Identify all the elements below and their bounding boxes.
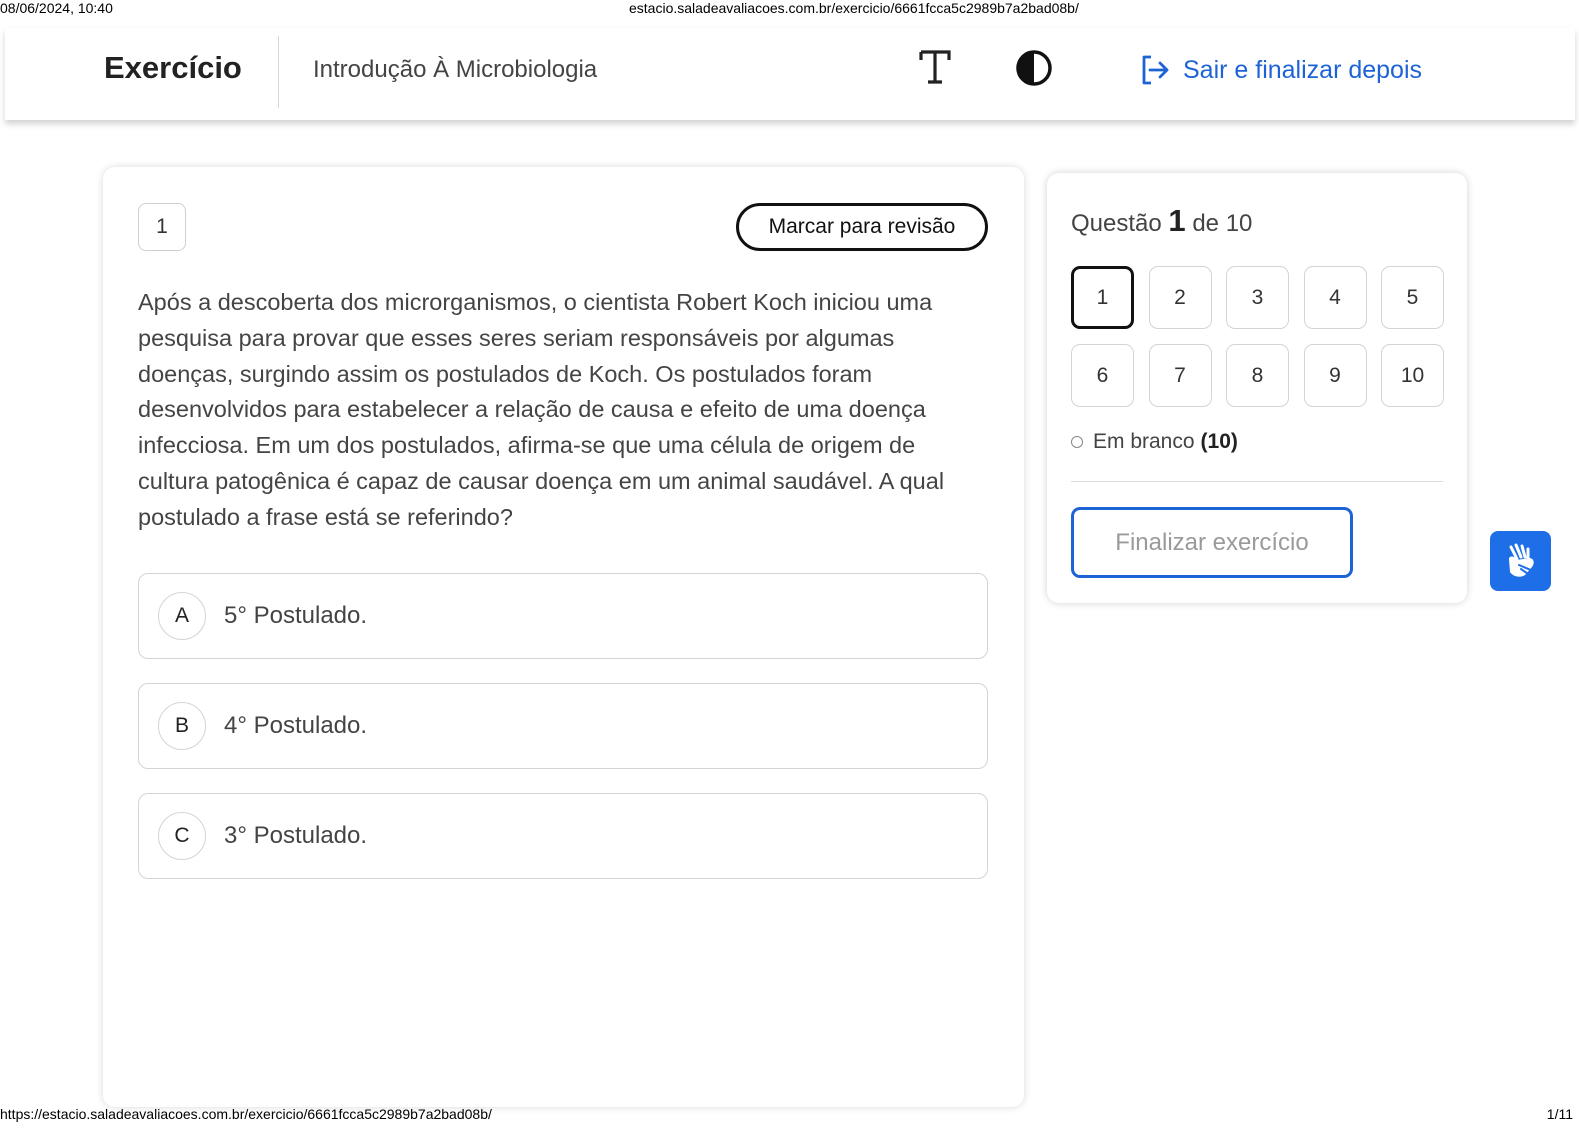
question-nav-5[interactable]: 5	[1381, 266, 1444, 329]
print-page-counter: 1/11	[1546, 1106, 1573, 1122]
print-header	[0, 0, 1579, 16]
question-nav-9[interactable]: 9	[1304, 344, 1367, 407]
blank-status	[1071, 430, 1238, 454]
option-text: 3° Postulado.	[224, 822, 368, 849]
question-number: 1	[138, 203, 186, 251]
option-letter: A	[158, 592, 206, 640]
mark-for-review-button[interactable]: Marcar para revisão	[736, 203, 988, 251]
page-title: Exercício	[104, 50, 242, 85]
top-bar	[5, 28, 1575, 120]
print-footer	[0, 1106, 1579, 1126]
question-nav-8[interactable]: 8	[1226, 344, 1289, 407]
option-a[interactable]	[138, 573, 988, 659]
question-nav-4[interactable]: 4	[1304, 266, 1367, 329]
sign-language-icon	[1501, 541, 1541, 581]
question-nav-10[interactable]: 10	[1381, 344, 1444, 407]
option-text: 5° Postulado.	[224, 602, 368, 629]
question-nav-6[interactable]: 6	[1071, 344, 1134, 407]
option-b[interactable]	[138, 683, 988, 769]
counter-suffix: de 10	[1192, 210, 1253, 237]
exit-icon	[1139, 54, 1171, 86]
counter-prefix: Questão	[1071, 210, 1162, 237]
exit-label: Sair e finalizar depois	[1183, 55, 1423, 84]
question-card	[103, 167, 1024, 1107]
print-header-url: estacio.saladeavaliacoes.com.br/exercicio/6661fcca5c2989b7a2bad08b/	[629, 0, 1079, 16]
option-text: 4° Postulado.	[224, 712, 368, 739]
option-letter: C	[158, 812, 206, 860]
question-text: Após a descoberta dos microrganismos, o cientista Robert Koch iniciou uma pesquisa para provar que esses seres seriam responsáveis por algumas doenças, surgindo assim os postulados de Koch. Os postulados foram desenvolvidos para estabelecer a relação de causa e efeito de uma doença infecciosa. Em um dos postulados, afirma-se que uma célula de origem de cultura patogênica é capaz de causar doença em um animal saudável. A qual postulado a frase está se referindo?	[138, 289, 945, 530]
blank-count: (10)	[1200, 430, 1238, 453]
course-name: Introdução À Microbiologia	[313, 56, 598, 83]
print-datetime: 08/06/2024, 10:40	[0, 0, 113, 16]
counter-current: 1	[1168, 203, 1186, 238]
option-c[interactable]	[138, 793, 988, 879]
sign-language-button[interactable]	[1490, 531, 1551, 591]
blank-dot-icon	[1071, 436, 1083, 448]
question-nav-2[interactable]: 2	[1149, 266, 1212, 329]
contrast-icon[interactable]	[1015, 49, 1053, 87]
question-counter	[1071, 203, 1252, 239]
question-nav-1[interactable]: 1	[1071, 266, 1134, 329]
header-divider	[278, 36, 279, 108]
text-size-icon[interactable]	[917, 48, 953, 88]
panel-divider	[1071, 481, 1443, 482]
question-grid	[1071, 266, 1445, 407]
question-nav-7[interactable]: 7	[1149, 344, 1212, 407]
exit-button[interactable]	[1139, 54, 1422, 86]
finish-exercise-button[interactable]: Finalizar exercício	[1071, 507, 1353, 578]
print-footer-url: https://estacio.saladeavaliacoes.com.br/exercicio/6661fcca5c2989b7a2bad08b/	[0, 1106, 492, 1122]
question-navigator	[1047, 173, 1467, 603]
option-letter: B	[158, 702, 206, 750]
question-nav-3[interactable]: 3	[1226, 266, 1289, 329]
blank-label: Em branco	[1093, 430, 1195, 453]
